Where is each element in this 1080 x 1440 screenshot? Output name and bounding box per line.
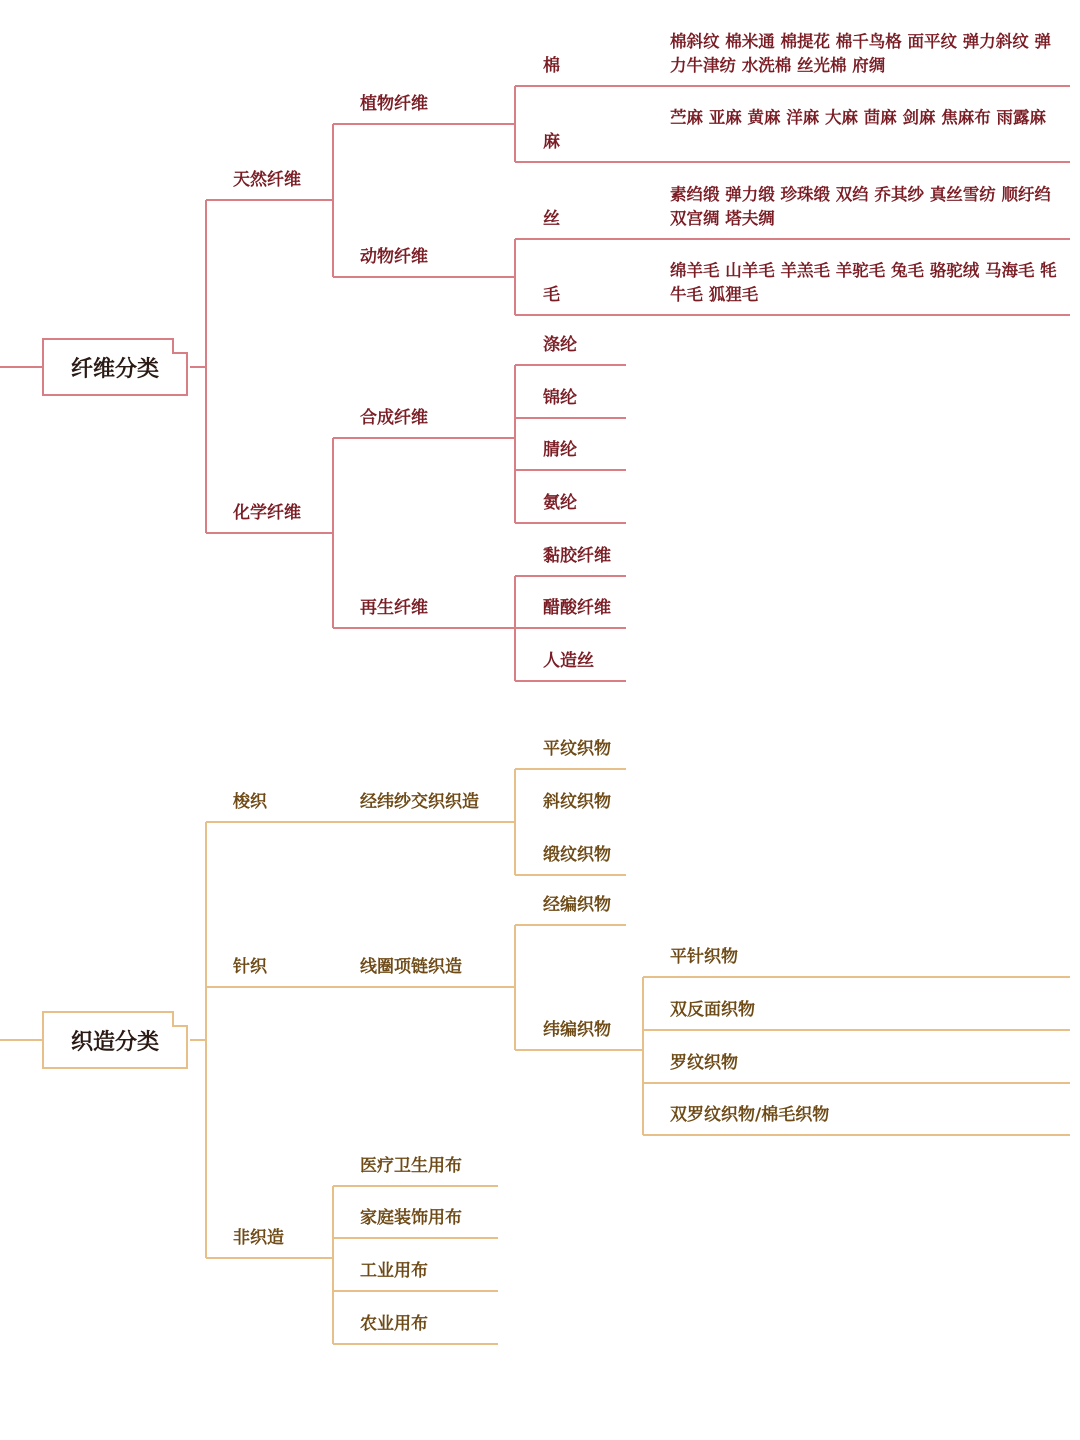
rib-knit-node[interactable]: 罗纹织物	[670, 1053, 738, 1073]
folded-corner-icon	[172, 338, 188, 354]
satin-weave-node[interactable]: 缎纹织物	[543, 845, 611, 865]
wool-node[interactable]: 毛	[543, 285, 560, 305]
polyester-node[interactable]: 涤纶	[543, 335, 577, 355]
acrylic-node[interactable]: 腈纶	[543, 440, 577, 460]
viscose-node[interactable]: 黏胶纤维	[543, 546, 611, 566]
natural-fiber-node[interactable]: 天然纤维	[233, 170, 301, 190]
wool-fabrics-list: 绵羊毛 山羊毛 羊羔毛 羊驼毛 兔毛 骆驼绒 马海毛 牦牛毛 狐狸毛	[670, 261, 1057, 304]
rayon-node[interactable]: 人造丝	[543, 651, 594, 671]
animal-fiber-node[interactable]: 动物纤维	[360, 247, 428, 267]
fiber-classification-root[interactable]	[42, 338, 188, 396]
nonwoven-node[interactable]: 非织造	[233, 1228, 284, 1248]
spandex-node[interactable]: 氨纶	[543, 493, 577, 513]
twill-weave-node[interactable]: 斜纹织物	[543, 792, 611, 812]
woven-method-node[interactable]: 经纬纱交织织造	[360, 792, 479, 812]
silk-fabrics-list: 素绉缎 弹力缎 珍珠缎 双绉 乔其纱 真丝雪纺 顺纡绉 双宫绸 塔夫绸	[670, 185, 1051, 228]
cotton-node[interactable]: 棉	[543, 56, 560, 76]
plain-weave-node[interactable]: 平纹织物	[543, 739, 611, 759]
hemp-node[interactable]: 麻	[543, 132, 560, 152]
medical-cloth-node[interactable]: 医疗卫生用布	[360, 1156, 462, 1176]
cotton-fabrics-list: 棉斜纹 棉米通 棉提花 棉千鸟格 面平纹 弹力斜纹 弹力牛津纺 水洗棉 丝光棉 府绸	[670, 32, 1051, 75]
warp-knit-node[interactable]: 经编织物	[543, 895, 611, 915]
acetate-node[interactable]: 醋酸纤维	[543, 598, 611, 618]
purl-knit-node[interactable]: 双反面织物	[670, 1000, 755, 1020]
knit-method-node[interactable]: 线圈项链织造	[360, 957, 462, 977]
interlock-knit-node[interactable]: 双罗纹织物/棉毛织物	[670, 1105, 830, 1125]
fiber-root-label: 纤维分类	[70, 356, 159, 382]
folded-corner-icon	[172, 1011, 188, 1027]
synthetic-fiber-node[interactable]: 合成纤维	[360, 408, 428, 428]
agricultural-cloth-node[interactable]: 农业用布	[360, 1314, 428, 1334]
plant-fiber-node[interactable]: 植物纤维	[360, 94, 428, 114]
chemical-fiber-node[interactable]: 化学纤维	[233, 503, 301, 523]
hemp-fabrics-list: 苎麻 亚麻 黄麻 洋麻 大麻 茴麻 剑麻 焦麻布 雨露麻	[670, 108, 1046, 127]
woven-node[interactable]: 梭织	[233, 792, 267, 812]
silk-node[interactable]: 丝	[543, 209, 560, 229]
regenerated-fiber-node[interactable]: 再生纤维	[360, 598, 428, 618]
weave-root-label: 织造分类	[70, 1029, 159, 1055]
weave-classification-root[interactable]	[42, 1011, 188, 1069]
weft-knit-node[interactable]: 纬编织物	[543, 1020, 611, 1040]
jersey-knit-node[interactable]: 平针织物	[670, 947, 738, 967]
industrial-cloth-node[interactable]: 工业用布	[360, 1261, 428, 1281]
knit-node[interactable]: 针织	[233, 957, 267, 977]
nylon-node[interactable]: 锦纶	[543, 388, 577, 408]
home-decor-cloth-node[interactable]: 家庭装饰用布	[360, 1208, 462, 1228]
